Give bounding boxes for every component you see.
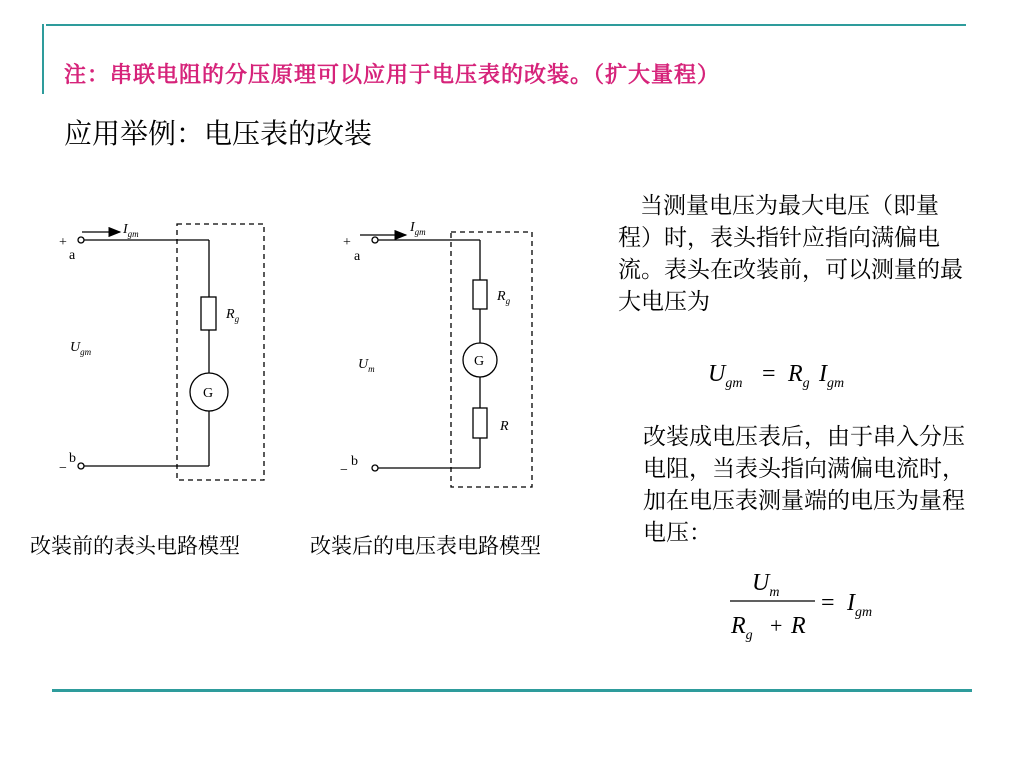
explanation-paragraph-1: 当测量电压为最大电压（即量程）时，表头指针应指向满偏电流。表头在改装前，可以测量的最大电压为 (618, 193, 963, 315)
node-a-label-after: a (354, 249, 361, 264)
node-b-label-after: b (351, 454, 358, 469)
formula1-lhs: $U_{gm}$ (708, 361, 743, 391)
formula1-equals: = (762, 361, 776, 387)
circuit-before-diagram (78, 224, 264, 480)
current-label-after: $I_{gm}$ (410, 220, 426, 237)
explanation-paragraph-2: 改装成电压表后，由于串入分压电阻，当表头指向满偏电流时，加在电压表测量端的电压为量程电压： (643, 424, 965, 546)
terminal-b-after (372, 465, 378, 471)
resistor-rg-label-before: $R_g$ (226, 307, 240, 324)
formula1-current: $I_{gm}$ (819, 361, 845, 391)
terminal-b-before (78, 463, 84, 469)
plus-sign-before: + (59, 235, 67, 250)
terminal-a-before (78, 237, 84, 243)
slide-subtitle: 应用举例：电压表的改装 (64, 117, 373, 150)
galvanometer-label-before: G (203, 386, 214, 401)
formula2-denominator-r: R (791, 613, 806, 639)
node-a-label-before: a (69, 248, 76, 263)
resistor-rg-label-after: $R_g$ (497, 289, 511, 306)
formula-2 (730, 570, 872, 643)
formula1-resistance: $R_g$ (788, 361, 810, 391)
galvanometer-label-after: G (474, 354, 485, 369)
caption-before: 改装前的表头电路模型 (30, 534, 240, 558)
voltage-label-after: $U_m$ (358, 357, 375, 374)
node-b-label-before: b (69, 451, 76, 466)
note-text: 注：串联电阻的分压原理可以应用于电压表的改装。（扩大量程） (64, 62, 721, 88)
formula2-denominator-plus: + (770, 613, 783, 638)
dashed-box-before (177, 224, 264, 480)
resistor-rg-before (201, 297, 216, 330)
minus-sign-after: − (340, 463, 348, 478)
formula-1 (708, 361, 844, 391)
formula2-numerator: $U_m$ (752, 570, 780, 600)
resistor-rg-after (473, 280, 487, 309)
voltage-label-before: $U_{gm}$ (70, 340, 92, 357)
plus-sign-after: + (343, 235, 351, 250)
terminal-a-after (372, 237, 378, 243)
circuit-after-diagram (360, 232, 532, 487)
minus-sign-before: − (59, 461, 67, 476)
resistor-r-after (473, 408, 487, 438)
formula2-denominator-rg: $R_g$ (731, 613, 753, 643)
caption-after: 改装后的电压表电路模型 (310, 534, 541, 558)
formula2-equals: = (821, 590, 835, 616)
formula2-rhs: $I_{gm}$ (847, 590, 873, 620)
resistor-r-label-after: R (500, 419, 509, 434)
current-label-before: $I_{gm}$ (123, 222, 139, 239)
